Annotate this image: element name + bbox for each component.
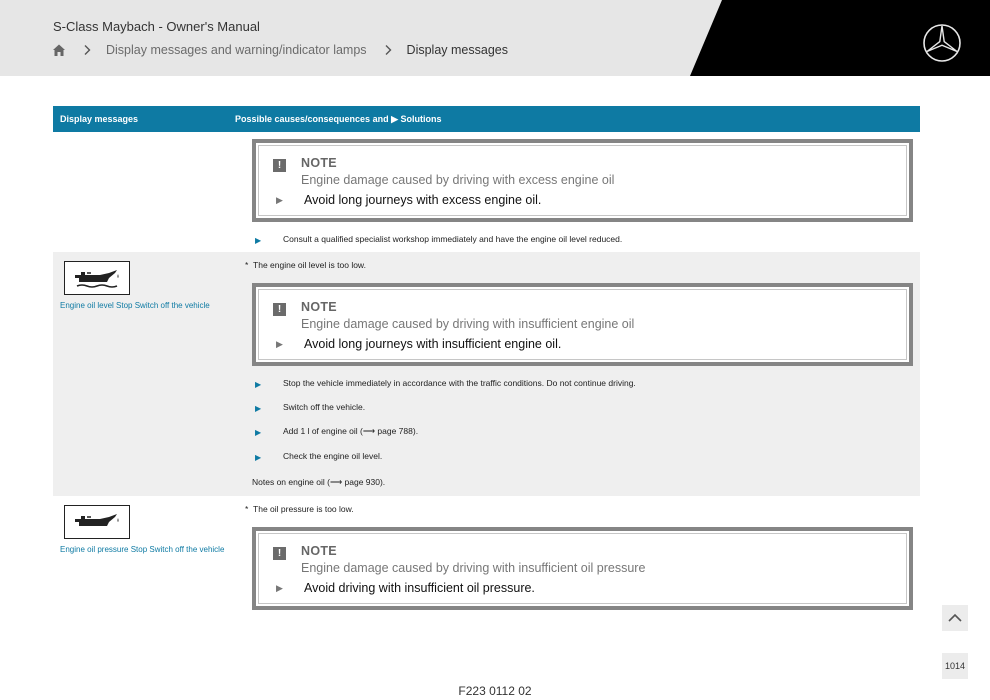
home-icon[interactable] <box>52 43 66 57</box>
note-subtitle: Engine damage caused by driving with insufficient oil pressure <box>301 561 646 575</box>
step-arrow-icon: ▶ <box>255 453 262 462</box>
cause-text: * The oil pressure is too low. <box>245 504 354 514</box>
engine-oil-level-icon <box>64 261 130 295</box>
display-message-label: Engine oil pressure Stop Switch off the vehicle <box>60 545 225 554</box>
breadcrumb-item-display-messages[interactable]: Display messages <box>406 43 508 57</box>
breadcrumb <box>52 41 508 59</box>
note-subtitle: Engine damage caused by driving with excess engine oil <box>301 173 615 187</box>
page-number: 1014 <box>942 653 968 679</box>
bullet-arrow-icon: ▶ <box>276 583 283 593</box>
chevron-up-icon <box>942 605 968 631</box>
step-arrow-icon: ▶ <box>255 428 262 437</box>
figure-code: F223 0112 02 <box>458 684 532 698</box>
note-title: NOTE <box>301 300 337 314</box>
note-action: Avoid long journeys with insufficient engine oil. <box>304 337 562 351</box>
header-bar <box>0 0 990 76</box>
note-subtitle: Engine damage caused by driving with insufficient engine oil <box>301 317 635 331</box>
column-header-causes-solutions: Possible causes/consequences and ▶ Solutions <box>235 114 442 124</box>
note-action: Avoid long journeys with excess engine oil. <box>304 193 542 207</box>
scroll-to-top-button[interactable] <box>942 605 968 631</box>
warning-icon: ! <box>273 547 286 560</box>
bullet-arrow-icon: ▶ <box>276 339 283 349</box>
table-header <box>53 106 920 132</box>
cause-text: * The engine oil level is too low. <box>245 260 366 270</box>
app-title: S-Class Maybach - Owner's Manual <box>53 19 260 34</box>
note-action: Avoid driving with insufficient oil pressure. <box>304 581 535 595</box>
bullet-arrow-icon: ▶ <box>276 195 283 205</box>
step-arrow-icon: ▶ <box>255 404 262 413</box>
chevron-right-icon <box>82 44 92 56</box>
display-message-label: Engine oil level Stop Switch off the vehicle <box>60 301 210 310</box>
engine-oil-pressure-icon <box>64 505 130 539</box>
note-box <box>252 139 913 222</box>
column-header-display-messages: Display messages <box>60 114 139 124</box>
step-arrow-icon: ▶ <box>255 236 262 245</box>
note-box <box>252 283 913 366</box>
breadcrumb-item-display-messages-lamps[interactable]: Display messages and warning/indicator lamps <box>106 43 367 57</box>
mercedes-star-logo-icon <box>922 23 962 63</box>
notes-reference-link[interactable]: Notes on engine oil (⟶ page 930). <box>252 477 386 487</box>
step-arrow-icon: ▶ <box>255 380 262 389</box>
note-title: NOTE <box>301 156 337 170</box>
warning-icon: ! <box>273 159 286 172</box>
note-title: NOTE <box>301 544 337 558</box>
note-box <box>252 527 913 610</box>
warning-icon: ! <box>273 303 286 316</box>
chevron-right-icon <box>383 44 393 56</box>
